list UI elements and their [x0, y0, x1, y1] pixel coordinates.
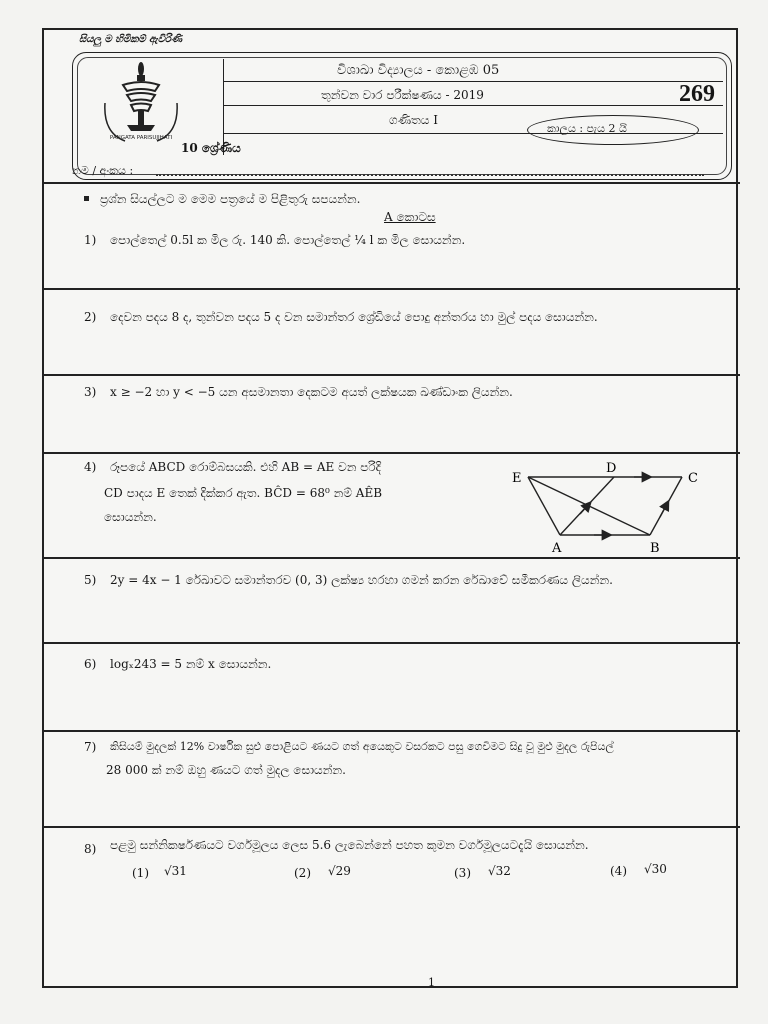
divider-q3: [44, 452, 740, 454]
page-number: 1: [428, 976, 435, 989]
arrow-bc: [660, 502, 668, 517]
grade-label: 10 ශ්‍රේණිය: [181, 141, 241, 155]
option-1-value: √31: [164, 864, 187, 878]
rhombus-diagram: [504, 461, 704, 556]
line-ea: [528, 477, 560, 535]
question-3-text: x ≥ −2 හා y < −5 යන අසමානතා දෙකටම අයත් ලක්ෂයක ඛණ්ඩාංක ලියන්න.: [110, 385, 513, 399]
exam-title: තුන්වන වාර පරීක්ෂණය - 2019: [321, 88, 484, 102]
label-a: A: [552, 541, 562, 556]
svg-text:PANGATA PARISUJJHATI: PANGATA PARISUJJHATI: [109, 135, 173, 141]
line-eb: [528, 477, 650, 535]
question-6-number: 6): [84, 657, 97, 671]
question-2-text: දෙවන පදය 8 ද, තුන්වන පදය 5 ද වන සමාන්තර ශ්‍රේඩියේ පොදු අන්තරය හා මුල් පදය සොයන්න.: [110, 310, 598, 324]
question-4-line-3: සොයන්න.: [104, 510, 157, 524]
question-1-number: 1): [84, 233, 97, 247]
school-name: විශාඛා විද්‍යාලය - කොළඹ 05: [337, 63, 500, 78]
question-7-line-2: 28 000 ක් නම් ඔහු ණයට ගත් මුදල සොයන්න.: [106, 763, 346, 777]
question-3-number: 3): [84, 385, 97, 399]
divider-q2: [44, 374, 740, 376]
option-3-label: (3): [454, 866, 471, 880]
subject-title: ගණිතය I: [389, 113, 438, 127]
label-b: B: [650, 541, 660, 556]
bullet-icon: [84, 196, 89, 201]
header-rule-1: [223, 81, 723, 82]
time-label: කාලය : පැය 2 යි: [547, 122, 627, 135]
divider-header: [44, 182, 740, 184]
school-lamp-logo-icon: [101, 59, 181, 143]
exam-page: [42, 28, 738, 988]
question-6-text: logₓ243 = 5 නම් x සොයන්න.: [110, 657, 272, 671]
question-8-number: 8): [84, 842, 97, 856]
label-d: D: [606, 461, 617, 476]
name-index-label: නම / අංකය :: [72, 164, 134, 177]
question-5-text: 2y = 4x − 1 රේඛාවට සමාන්තරව (0, 3) ලක්ෂ්‍ය හරහා ගමන් කරන රේඛාවේ සමීකරණය ලියන්න.: [110, 573, 613, 587]
instruction-text: ප්‍රශ්න සියල්ලට ම මෙම පත්‍රයේ ම පිළිතුරු සපයන්න.: [100, 192, 361, 206]
option-1-label: (1): [132, 866, 149, 880]
question-7-number: 7): [84, 740, 97, 754]
option-4-value: √30: [644, 862, 667, 876]
divider-q7: [44, 826, 740, 828]
paper-id-number: 269: [679, 81, 715, 107]
header-rule-2: [223, 105, 723, 106]
divider-q6: [44, 730, 740, 732]
divider-q5: [44, 642, 740, 644]
question-5-number: 5): [84, 573, 97, 587]
question-7-line-1: කිසියම් මුදලක් 12% වාර්ෂික සුළු පොළියට ණයට ගත් අයෙකුට වසරකට පසු ගෙවීමට සිදු වූ මුළු මුදල රුපියල්: [110, 740, 614, 753]
section-title: A කොටස: [384, 210, 436, 224]
exam-header: [72, 52, 732, 180]
label-e: E: [512, 471, 522, 486]
name-write-line: [156, 174, 704, 176]
question-1-text: පොල්තෙල් 0.5l ක මිල රු. 140 කි. පොල්තෙල් ¼ l ක මිල සොයන්න.: [110, 233, 466, 247]
copyright-motto: සියලු ම හිමිකම් ඇවිරිණි: [79, 34, 183, 45]
question-4-line-2: CD පාදය E තෙක් දික්කර ඇත. BĈD = 68⁰ නම් AÊB: [104, 486, 383, 500]
option-3-value: √32: [488, 864, 511, 878]
divider-q4: [44, 557, 740, 559]
option-4-label: (4): [610, 864, 627, 878]
question-4-number: 4): [84, 460, 97, 474]
divider-q1: [44, 288, 740, 290]
option-2-label: (2): [294, 866, 311, 880]
label-c: C: [688, 471, 698, 486]
question-8-text: පළමු සන්නිකර්ෂණයට වර්ගමූලය ලෙස 5.6 ලැබෙන්නේ පහත කුමන වර්ගමූලයටදැයි සොයන්න.: [110, 838, 589, 852]
question-4-line-1: රූපයේ ABCD රොම්බසයකි. එහි AB = AE වන පරිදි: [110, 460, 381, 474]
question-2-number: 2): [84, 310, 97, 324]
option-2-value: √29: [328, 864, 351, 878]
